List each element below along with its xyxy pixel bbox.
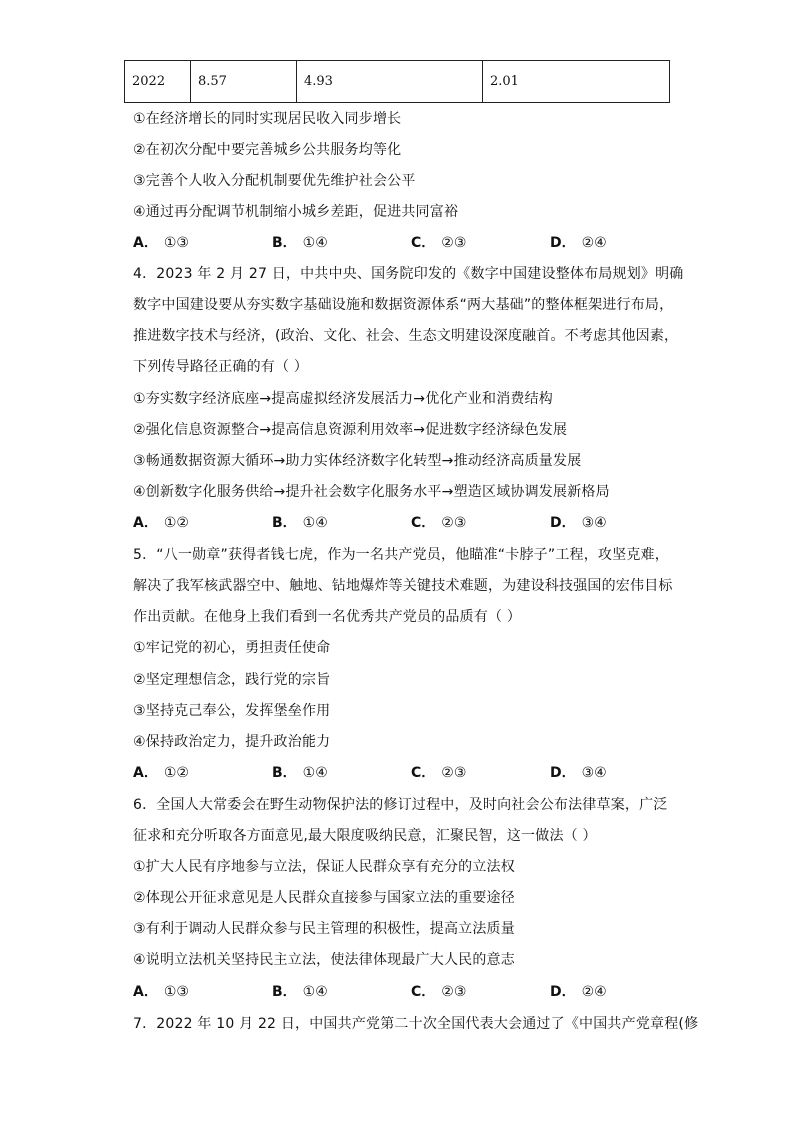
- option-c[interactable]: C． ②③: [411, 235, 467, 251]
- q5-stem-line-1: 5．“八一勋章”获得者钱七虎，作为一名共产党员，他瞄准“卡脖子”工程，攻坚克难，: [133, 547, 669, 563]
- option-d[interactable]: D． ③④: [550, 515, 607, 531]
- q3-statement-3: ③完善个人收入分配机制要优先维护社会公平: [133, 173, 416, 189]
- table-cell: 4.93: [297, 61, 483, 103]
- q5-statement-2: ②坚定理想信念，践行党的宗旨: [133, 672, 331, 688]
- q4-stem-line-3: 推进数字技术与经济，(政治、文化、社会、生态文明建设深度融首。不考虑其他因素，: [133, 328, 679, 344]
- q4-options: [133, 513, 633, 533]
- option-a[interactable]: A． ①②: [133, 515, 189, 531]
- q4-statement-3: ③畅通数据资源大循环→助力实体经济数字化转型→推动经济高质量发展: [133, 453, 582, 469]
- q4-statement-1: ①夯实数字经济底座→提高虚拟经济发展活力→优化产业和消费结构: [133, 391, 554, 407]
- option-c[interactable]: C． ②③: [411, 515, 467, 531]
- option-a[interactable]: A． ①③: [133, 235, 189, 251]
- q3-statement-1: ①在经济增长的同时实现居民收入同步增长: [133, 111, 402, 127]
- q5-statement-3: ③坚持克己奉公，发挥堡垒作用: [133, 703, 331, 719]
- q5-stem-line-2: 解决了我军核武器空中、触地、钻地爆炸等关键技术难题，为建设科技强国的宏伟目标: [133, 578, 673, 594]
- q4-stem-line-1: 4．2023 年 2 月 27 日，中共中央、国务院印发的《数字中国建设整体布局规划》明确: [133, 266, 684, 282]
- option-c[interactable]: C． ②③: [411, 765, 467, 781]
- q6-statement-1: ①扩大人民有序地参与立法，保证人民群众享有充分的立法权: [133, 859, 515, 875]
- q3-options: [133, 233, 633, 253]
- option-b[interactable]: B． ①④: [272, 235, 328, 251]
- table-cell-year: 2022: [125, 61, 191, 103]
- table-row: [125, 61, 670, 103]
- option-d[interactable]: D． ③④: [550, 765, 607, 781]
- q3-statement-2: ②在初次分配中要完善城乡公共服务均等化: [133, 142, 402, 158]
- q4-stem-line-2: 数字中国建设要从夯实数字基础设施和数据资源体系“两大基础”的整体框架进行布局，: [133, 297, 674, 313]
- q7-stem-line-1: 7．2022 年 10 月 22 日，中国共产党第二十次全国代表大会通过了《中国共产党章程(修: [133, 1016, 699, 1032]
- q6-stem-line-1: 6．全国人大常委会在野生动物保护法的修订过程中，及时向社会公布法律草案，广泛: [133, 797, 668, 813]
- option-a[interactable]: A． ①②: [133, 765, 189, 781]
- option-b[interactable]: B． ①④: [272, 765, 328, 781]
- q4-stem-line-4: 下列传导路径正确的有（ ）: [133, 359, 309, 375]
- q3-statement-4: ④通过再分配调节机制缩小城乡差距，促进共同富裕: [133, 204, 459, 220]
- option-d[interactable]: D． ②④: [550, 984, 607, 1000]
- q4-statement-4: ④创新数字化服务供给→提升社会数字化服务水平→塑造区域协调发展新格局: [133, 484, 610, 500]
- option-b[interactable]: B． ①④: [272, 515, 328, 531]
- q5-statement-1: ①牢记党的初心，勇担责任使命: [133, 640, 331, 656]
- q5-stem-line-3: 作出贡献。在他身上我们看到一名优秀共产党员的品质有（ ）: [133, 609, 522, 625]
- q6-options: [133, 982, 633, 1002]
- table-cell: 2.01: [483, 61, 670, 103]
- q6-statement-4: ④说明立法机关坚持民主立法，使法律体现最广大人民的意志: [133, 952, 515, 968]
- q5-options: [133, 763, 633, 783]
- q5-statement-4: ④保持政治定力，提升政治能力: [133, 734, 331, 750]
- option-b[interactable]: B． ①④: [272, 984, 328, 1000]
- option-a[interactable]: A． ①③: [133, 984, 189, 1000]
- data-table: [124, 60, 670, 103]
- q6-statement-2: ②体现公开征求意见是人民群众直接参与国家立法的重要途径: [133, 890, 515, 906]
- q4-statement-2: ②强化信息资源整合→提高信息资源利用效率→促进数字经济绿色发展: [133, 422, 568, 438]
- q6-statement-3: ③有利于调动人民群众参与民主管理的积极性，提高立法质量: [133, 921, 515, 937]
- option-c[interactable]: C． ②③: [411, 984, 467, 1000]
- table-cell: 8.57: [191, 61, 297, 103]
- option-d[interactable]: D． ②④: [550, 235, 607, 251]
- q6-stem-line-2: 征求和充分听取各方面意见,最大限度吸纳民意，汇聚民智，这一做法（ ）: [133, 828, 597, 844]
